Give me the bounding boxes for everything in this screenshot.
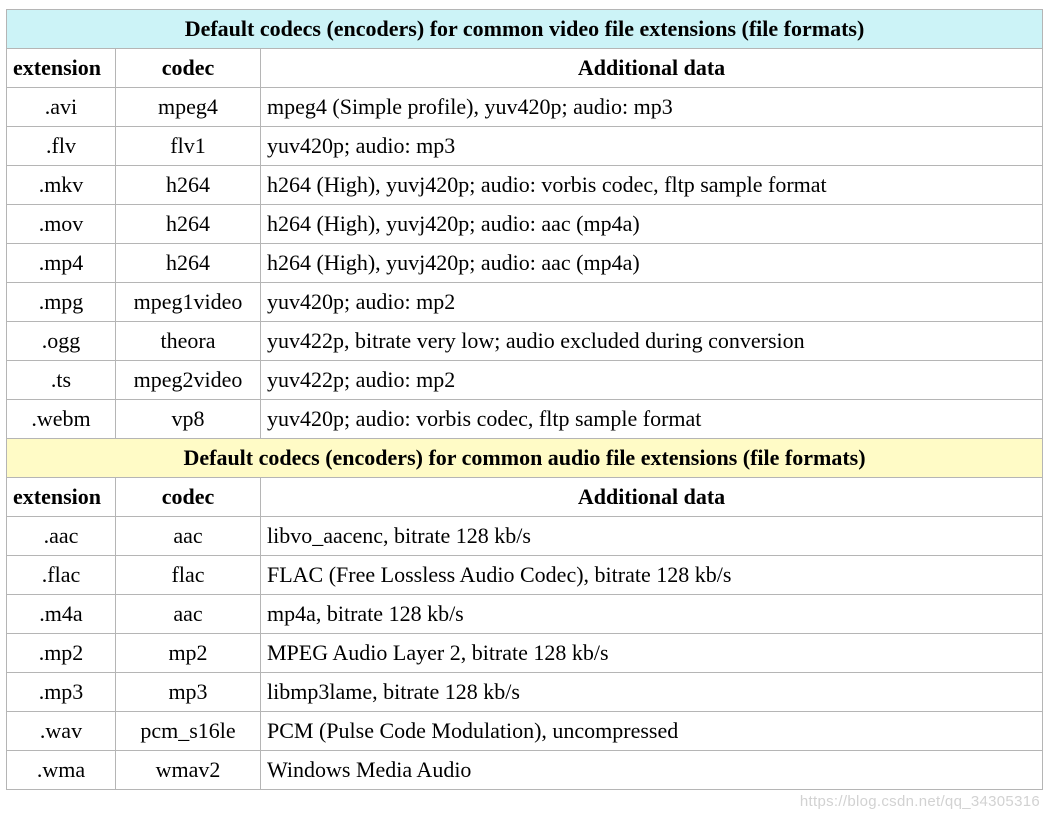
video-section-title-row bbox=[7, 10, 1043, 49]
audio-row bbox=[7, 517, 1043, 556]
audio-row-codec: flac bbox=[116, 556, 261, 595]
video-row-codec: mpeg4 bbox=[116, 88, 261, 127]
audio-row-codec: aac bbox=[116, 517, 261, 556]
audio-row-codec: aac bbox=[116, 595, 261, 634]
audio-header-extension: extension bbox=[7, 478, 116, 517]
audio-row-additional-data: FLAC (Free Lossless Audio Codec), bitrate 128 kb/s bbox=[261, 556, 1043, 595]
video-row-extension: .mkv bbox=[7, 166, 116, 205]
audio-row bbox=[7, 751, 1043, 790]
video-row-extension: .mov bbox=[7, 205, 116, 244]
audio-row-additional-data: libvo_aacenc, bitrate 128 kb/s bbox=[261, 517, 1043, 556]
codec-table-container bbox=[6, 9, 1042, 790]
video-section-title: Default codecs (encoders) for common video file extensions (file formats) bbox=[7, 10, 1043, 49]
video-row bbox=[7, 361, 1043, 400]
video-row-additional-data: h264 (High), yuvj420p; audio: aac (mp4a) bbox=[261, 205, 1043, 244]
audio-header-row bbox=[7, 478, 1043, 517]
audio-row bbox=[7, 634, 1043, 673]
video-row-extension: .mp4 bbox=[7, 244, 116, 283]
audio-row-additional-data: libmp3lame, bitrate 128 kb/s bbox=[261, 673, 1043, 712]
audio-row-extension: .wav bbox=[7, 712, 116, 751]
video-row-codec: h264 bbox=[116, 205, 261, 244]
video-header-row bbox=[7, 49, 1043, 88]
watermark-text: https://blog.csdn.net/qq_34305316 bbox=[799, 793, 1040, 810]
video-row bbox=[7, 127, 1043, 166]
video-row-extension: .webm bbox=[7, 400, 116, 439]
audio-row bbox=[7, 556, 1043, 595]
audio-row-extension: .aac bbox=[7, 517, 116, 556]
audio-row-codec: wmav2 bbox=[116, 751, 261, 790]
video-row-additional-data: yuv420p; audio: mp2 bbox=[261, 283, 1043, 322]
video-row-additional-data: h264 (High), yuvj420p; audio: vorbis codec, fltp sample format bbox=[261, 166, 1043, 205]
audio-header-codec: codec bbox=[116, 478, 261, 517]
video-row-codec: theora bbox=[116, 322, 261, 361]
codec-table bbox=[6, 9, 1043, 790]
video-row-codec: vp8 bbox=[116, 400, 261, 439]
audio-header-additional-data: Additional data bbox=[261, 478, 1043, 517]
video-row-additional-data: yuv420p; audio: mp3 bbox=[261, 127, 1043, 166]
audio-row-extension: .m4a bbox=[7, 595, 116, 634]
video-row-codec: h264 bbox=[116, 244, 261, 283]
audio-row-extension: .flac bbox=[7, 556, 116, 595]
video-row-codec: mpeg2video bbox=[116, 361, 261, 400]
audio-row-extension: .wma bbox=[7, 751, 116, 790]
video-row bbox=[7, 166, 1043, 205]
video-row-additional-data: yuv422p; audio: mp2 bbox=[261, 361, 1043, 400]
video-row-extension: .avi bbox=[7, 88, 116, 127]
audio-row bbox=[7, 595, 1043, 634]
video-row bbox=[7, 88, 1043, 127]
video-row-extension: .mpg bbox=[7, 283, 116, 322]
video-header-extension: extension bbox=[7, 49, 116, 88]
audio-row bbox=[7, 712, 1043, 751]
video-row-additional-data: yuv420p; audio: vorbis codec, fltp sample format bbox=[261, 400, 1043, 439]
video-row-extension: .flv bbox=[7, 127, 116, 166]
codec-table-body bbox=[7, 10, 1043, 790]
audio-row bbox=[7, 673, 1043, 712]
audio-row-additional-data: MPEG Audio Layer 2, bitrate 128 kb/s bbox=[261, 634, 1043, 673]
audio-row-additional-data: Windows Media Audio bbox=[261, 751, 1043, 790]
video-row bbox=[7, 205, 1043, 244]
audio-row-extension: .mp3 bbox=[7, 673, 116, 712]
video-row-codec: h264 bbox=[116, 166, 261, 205]
audio-row-extension: .mp2 bbox=[7, 634, 116, 673]
audio-row-additional-data: mp4a, bitrate 128 kb/s bbox=[261, 595, 1043, 634]
audio-row-additional-data: PCM (Pulse Code Modulation), uncompressed bbox=[261, 712, 1043, 751]
video-row-additional-data: h264 (High), yuvj420p; audio: aac (mp4a) bbox=[261, 244, 1043, 283]
video-row-extension: .ogg bbox=[7, 322, 116, 361]
video-row-extension: .ts bbox=[7, 361, 116, 400]
audio-row-codec: mp3 bbox=[116, 673, 261, 712]
video-row-codec: mpeg1video bbox=[116, 283, 261, 322]
video-row-codec: flv1 bbox=[116, 127, 261, 166]
video-row bbox=[7, 322, 1043, 361]
video-row bbox=[7, 400, 1043, 439]
video-header-codec: codec bbox=[116, 49, 261, 88]
audio-row-codec: mp2 bbox=[116, 634, 261, 673]
video-header-additional-data: Additional data bbox=[261, 49, 1043, 88]
video-row bbox=[7, 283, 1043, 322]
video-row bbox=[7, 244, 1043, 283]
video-row-additional-data: yuv422p, bitrate very low; audio excluded during conversion bbox=[261, 322, 1043, 361]
audio-section-title-row bbox=[7, 439, 1043, 478]
audio-section-title: Default codecs (encoders) for common audio file extensions (file formats) bbox=[7, 439, 1043, 478]
video-row-additional-data: mpeg4 (Simple profile), yuv420p; audio: mp3 bbox=[261, 88, 1043, 127]
audio-row-codec: pcm_s16le bbox=[116, 712, 261, 751]
